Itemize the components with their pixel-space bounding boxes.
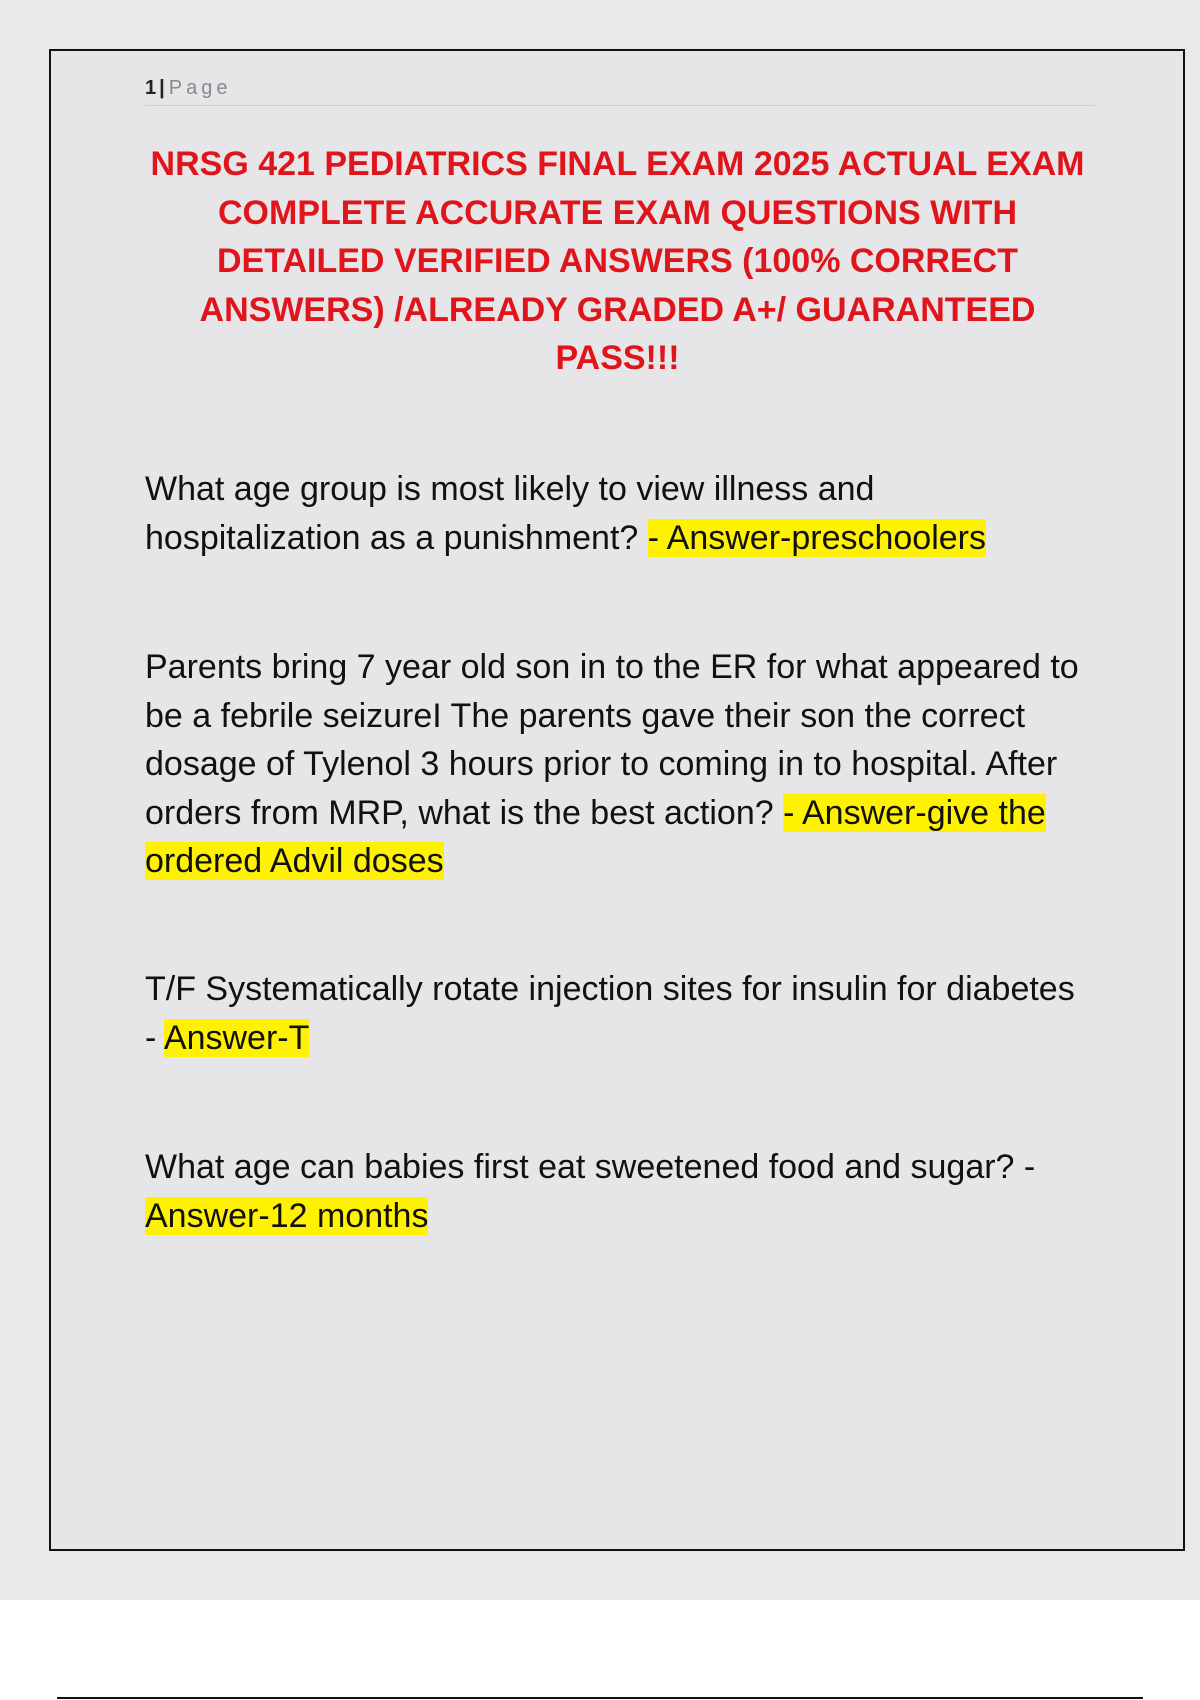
answer-highlight: - Answer-preschoolers [647, 518, 987, 557]
document-title: NRSG 421 PEDIATRICS FINAL EXAM 2025 ACTUAL EXAM COMPLETE ACCURATE EXAM QUESTIONS WITH DETAILED VERIFIED ANSWERS (100% CORRECT ANSWERS) /ALREADY GRADED A+/ GUARANTEED PASS!!! [150, 145, 1085, 377]
page-separator: | [159, 77, 165, 99]
answer-highlight: - Answer-give the ordered Advil doses [145, 793, 1046, 880]
page-label: Page [168, 77, 232, 99]
question-item [145, 465, 1095, 562]
question-item [145, 965, 1095, 1062]
answer-highlight: Answer-T [163, 1018, 310, 1057]
footer-divider [57, 1697, 1143, 1699]
question-text: Parents bring 7 year old son in to the ER for what appeared to be a febrile seizureI The parents gave their son the correct dosage of Tylenol 3 hours prior to coming in to hospital. After orders from MRP, what is the best action? [145, 648, 1079, 832]
question-text: What age can babies first eat sweetened food and sugar? - [145, 1148, 1036, 1186]
question-item [145, 1143, 1095, 1240]
question-text: T/F Systematically rotate injection sites for insulin for diabetes - [145, 970, 1075, 1057]
page-number: 1 [145, 77, 157, 99]
page-header [145, 76, 1095, 106]
question-item [145, 643, 1095, 886]
question-text: What age group is most likely to view illness and hospitalization as a punishment? [145, 470, 875, 557]
answer-highlight: Answer-12 months [145, 1196, 429, 1235]
